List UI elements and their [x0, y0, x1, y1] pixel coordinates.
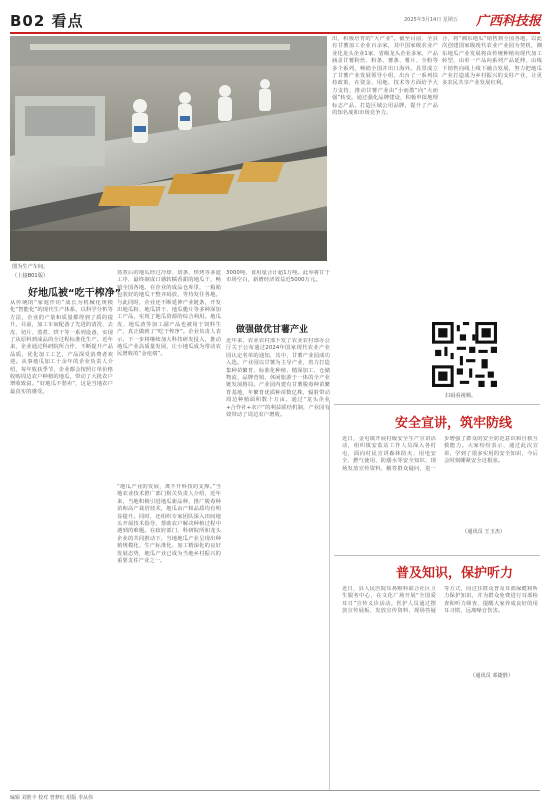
section-title: B02 看点: [10, 12, 84, 30]
article-credit: （通讯员 王玉杰）: [462, 529, 506, 535]
article-body-column-2: 蒸煮后的地瓜经过冷却、切条、烘烤等多道工序，最终制成口感软糯香甜的地瓜干，畅销全国各地。在企业的成品仓库里，一箱箱包装好的地瓜干整齐码放，等待发往各地。与此同时，企业还不断延伸产业链条，开发出地瓜粉、地瓜饼干、地瓜脆片等多种深加工产品，实现了地瓜资源的综合利用。地瓜皮、地瓜渣等加工副产品也被用于饲料生产，真正做到了“吃干榨净”。企业负责人表示，下一步将继续加大科技研发投入，推动地瓜产业高质量发展，让小地瓜成为带动农民增收的“金疙瘩”。: [117, 270, 221, 358]
continued-from-label: （上接B01版）: [12, 273, 49, 279]
factory-photo: [10, 36, 327, 261]
editor-credits: 编辑 刘胜丰 校对 曾梦红 组版 李从伟: [10, 795, 93, 801]
article-body-column-2b: “地瓜产业的发展，离不开科技的支撑。”当地农业技术推广部门相关负责人介绍，近年来，当地积极引进地瓜新品种，推广脱毒种苗和高产栽培技术，地瓜亩产和品质均有明显提升。同时，还组织专家团队深入田间地头开展技术指导，帮助农户解决种植过程中遇到的难题。在政府部门、科研院所和龙头企业的共同推动下，当地地瓜产业呈现出种植规模化、生产标准化、加工精深化的良好发展态势，地瓜产业已成为当地乡村振兴的重要支柱产业之一。: [117, 484, 221, 565]
article-body-column-4: 出，积极培育的“大产业”。截至目前，全县有甘薯加工企业百余家，其中国家级农业产业化龙头企业1家、省级龙头企业多家，产品涵盖甘薯粉丝、粉条、薯条、薯片、全粉等多个系列，畅销全国并出口海外。县里成立了甘薯产业发展领导小组，出台了一系列扶持政策，在资金、用地、技术等方面给予大力支持，推动甘薯产业由“小而散”向“大而强”转变。通过强化品牌建设，积极申报地理标志产品，打造区域公用品牌，提升了产品的知名度和市场竞争力。: [332, 36, 438, 117]
footer-rule: [10, 790, 540, 791]
article-heading: 安全宣讲，筑牢防线: [395, 416, 513, 431]
qr-caption: 扫码看视频。: [445, 393, 477, 399]
article-body-column-5: 合，将“湘东地瓜”销售到全国各地。以此次创建国家级现代农业产业园为契机，湘东地瓜产业发展将由传统种植向现代加工转型，由单一产品向系列产品延伸，由线下销售向线上线下融合发展，努力把地瓜产业打造成为乡村振兴的支柱产业，让更多农民共享产业发展红利。: [442, 36, 542, 87]
article-body-column-3-top: 3000吨，食用量合计超1万吨。此举将甘于市场空白，新增经济效益近5000万元。: [226, 270, 330, 284]
section-divider: [334, 404, 540, 405]
photo-caption: 图为生产车间。: [12, 264, 49, 270]
article-body-column-3: 近年来，农业农村部下发了农业农村部办公厅关于公布通过2024年国家现代农业产业园认定名单的通知，其中，甘薯产业园成功入选。产业园以甘薯为主导产业，着力打造集种苗繁育、标准化种植、精深加工、仓储物流、品牌营销、休闲旅游于一体的全产业链发展格局。产业园内建有甘薯脱毒种苗繁育基地，年繁育优质种苗数亿株，辐射带动周边种植面积数十万亩。通过“龙头企业+合作社+农户”的利益联结机制，产业园有效带动了周边农户增收。: [226, 338, 330, 419]
production-line-illustration: [10, 36, 327, 261]
article-heading: 普及知识，保护听力: [396, 566, 514, 581]
qr-code[interactable]: [432, 322, 497, 387]
article-credit: （通讯员 邓捷胜）: [470, 673, 514, 679]
article-heading: 好地瓜被“吃干榨净”: [28, 288, 122, 299]
qr-code-icon: [432, 322, 497, 387]
newspaper-logo: 广西科技报: [476, 14, 542, 29]
article-body: 近日，县人民医院耳鼻喉科联合社区卫生服务中心，在文化广场开展“全国爱耳日”宣传义诊活动。医护人员通过摆放宣传展板、发放宣传资料、现场答疑等方式，向过往群众普及耳部保健和听力保护知识，并为群众免费进行耳部检查和听力筛查，提醒大家养成良好的用耳习惯，远离噪音伤害。: [342, 586, 538, 615]
article-body-column-1: 从传统的“家庭作坊”成长为机械化规模化“智能化”的现代生产体系，以科学分析等方法，企业的产量和质量都得到了质的提升。目前，加工车间配备了先进的清洗、去皮、切片、蒸煮、烘干等一系列设备，实现了从原料到成品的全过程标准化生产。近年来，企业通过科研院所合作，不断提升产品品质，优化加工工艺，产品深受消费者欢迎。从事地瓜加工十余年的企业负责人介绍，每年收获季节，企业都会按照订单价格收购周边农户种植的地瓜，带动了大批农户增收致富。“好地瓜不愁卖”，这是当地农户最真实的感受。: [10, 300, 113, 395]
section-divider: [334, 555, 540, 556]
column-divider: [329, 400, 330, 790]
article-body: 近日，金屯镇开展村级安全生产宣讲活动，组织镇安监站工作人员深入各村屯，面向村民宣讲森林防火、用电安全、燃气使用、防溺水等安全知识，现场发放宣传资料，解答群众疑问，进一步增强了群众的安全防范意识和自救互救能力。大家纷纷表示，通过此次宣讲，学到了很多实用的安全知识，今后会时刻绷紧安全这根弦。: [342, 436, 538, 472]
article-heading: 做强做优甘薯产业: [236, 325, 309, 335]
issue-date: 2025年3月14日 星期五: [404, 17, 458, 23]
header-rule: [10, 32, 540, 34]
